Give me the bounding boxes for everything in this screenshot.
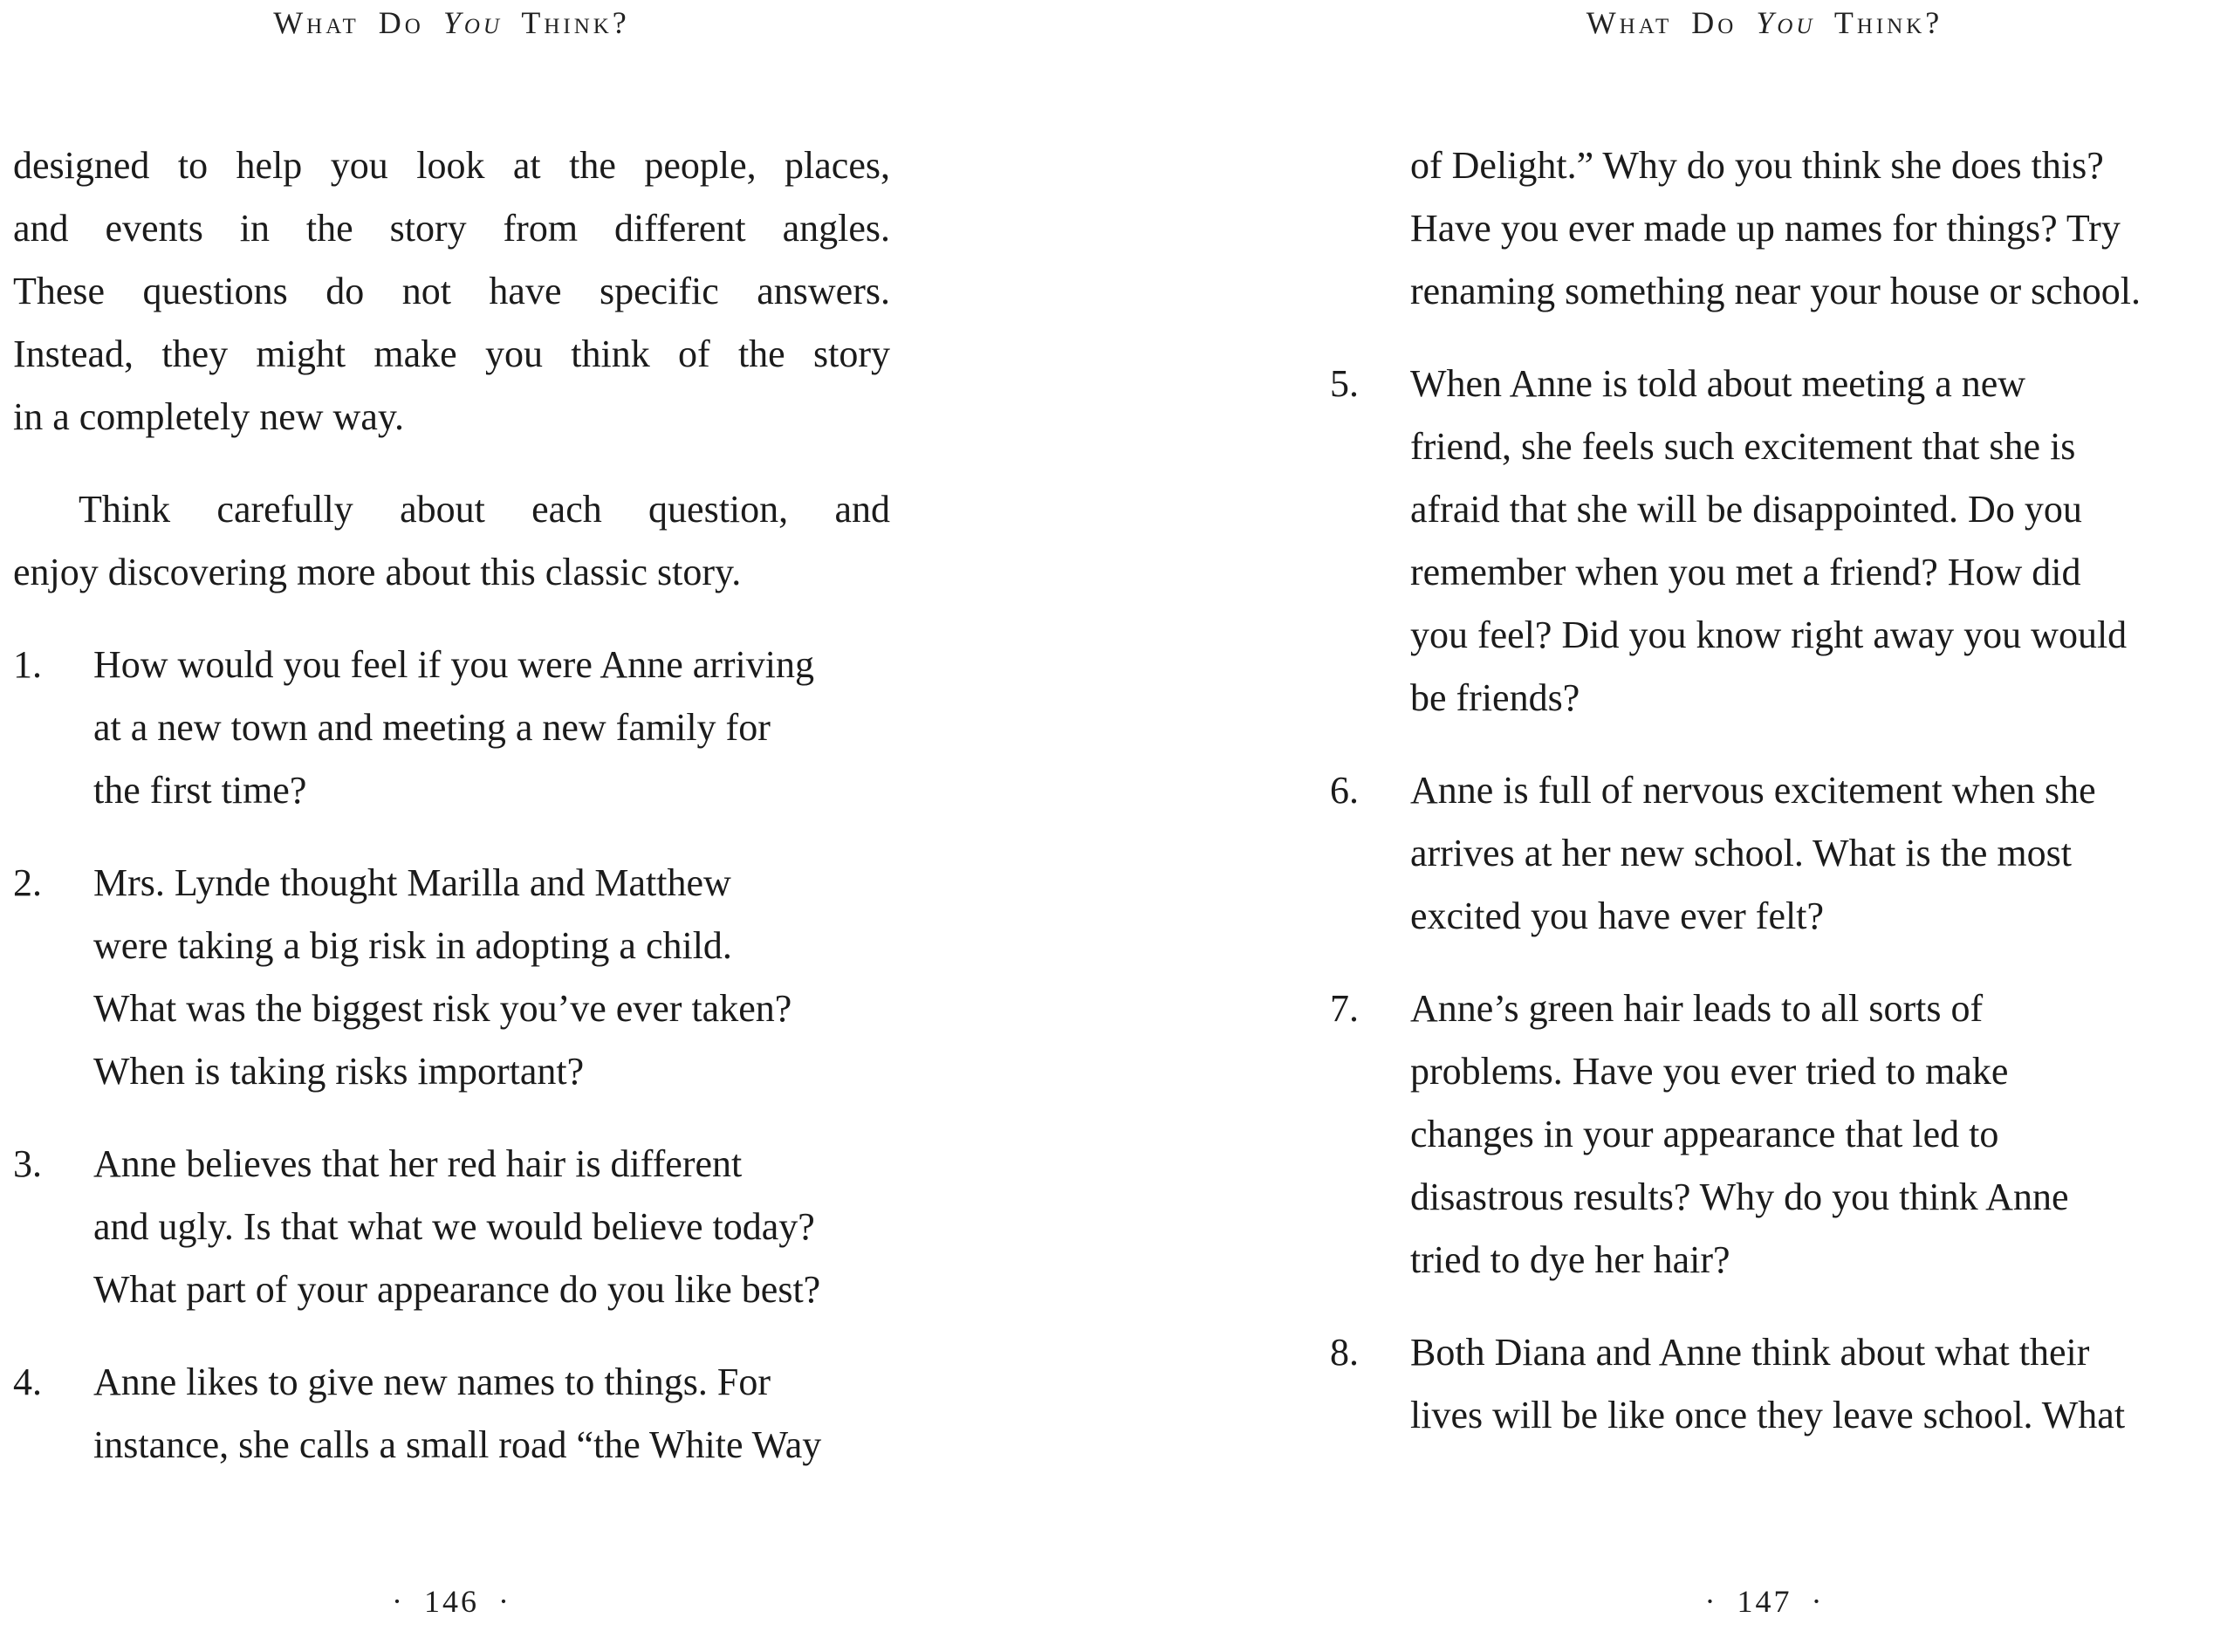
text-line: you feel? Did you know right away you would <box>1410 614 2128 656</box>
question-item-3 <box>13 1133 890 1321</box>
header-text: What Do <box>273 5 443 40</box>
item-number: 8. <box>1330 1331 1359 1374</box>
text-line: Both Diana and Anne think about what their <box>1410 1331 2090 1374</box>
item-number: 2. <box>13 861 42 904</box>
text-line: How would you feel if you were Anne arriving <box>93 643 815 686</box>
text-line: designed to help you look at the people, places, <box>13 144 890 187</box>
think-carefully-paragraph <box>13 478 890 604</box>
question-item-7 <box>1330 977 2199 1292</box>
intro-paragraph <box>13 134 890 449</box>
text-line: problems. Have you ever tried to make <box>1410 1050 2009 1093</box>
item-number: 6. <box>1330 769 1359 812</box>
page-146 <box>13 0 890 1652</box>
text-line: changes in your appearance that led to <box>1410 1113 1999 1155</box>
item-number: 4. <box>13 1361 42 1403</box>
text-line: were taking a big risk in adopting a child. <box>93 924 732 967</box>
text-line: and events in the story from different angles. <box>13 207 890 250</box>
text-line: in a completely new way. <box>13 395 404 438</box>
text-line: remember when you met a friend? How did <box>1410 551 2081 593</box>
text-line: When Anne is told about meeting a new <box>1410 362 2026 405</box>
header-text: What Do <box>1586 5 1757 40</box>
page-number-147: · 147 · <box>1704 1584 1825 1619</box>
header-emphasis: You <box>442 5 503 40</box>
item-number: 3. <box>13 1142 42 1185</box>
item-number: 7. <box>1330 987 1359 1030</box>
question-item-5 <box>1330 353 2199 730</box>
text-line: the first time? <box>93 769 307 812</box>
text-line: disastrous results? Why do you think Anne <box>1410 1176 2069 1218</box>
text-line: Anne’s green hair leads to all sorts of <box>1410 987 1984 1030</box>
text-line: arrives at her new school. What is the most <box>1410 832 2072 874</box>
text-line: Anne believes that her red hair is different <box>93 1142 743 1185</box>
text-line: excited you have ever felt? <box>1410 895 1824 937</box>
text-line: renaming something near your house or school. <box>1410 270 2141 312</box>
page-number-146: · 146 · <box>392 1584 511 1619</box>
text-line: be friends? <box>1410 676 1580 719</box>
item-number: 5. <box>1330 362 1359 405</box>
question-item-4 <box>13 1351 890 1477</box>
text-line: enjoy discovering more about this classic story. <box>13 551 742 593</box>
text-line: What part of your appearance do you like best? <box>93 1268 821 1311</box>
text-line: Mrs. Lynde thought Marilla and Matthew <box>93 861 731 904</box>
header-text: Think? <box>502 5 630 40</box>
text-line: Anne is full of nervous excitement when she <box>1410 769 2096 812</box>
text-line: instance, she calls a small road “the White Way <box>93 1423 822 1466</box>
text-line: What was the biggest risk you’ve ever taken? <box>93 987 792 1030</box>
running-header-right <box>1330 3 2199 42</box>
header-emphasis: You <box>1756 5 1816 40</box>
running-header-left <box>13 3 890 42</box>
text-line: Have you ever made up names for things? Try <box>1410 207 2121 250</box>
item-number: 1. <box>13 643 42 686</box>
text-line: afraid that she will be disappointed. Do you <box>1410 488 2082 531</box>
text-line: and ugly. Is that what we would believe today? <box>93 1205 815 1248</box>
text-line: Anne likes to give new names to things. For <box>93 1361 771 1403</box>
text-line: These questions do not have specific answers. <box>13 270 890 312</box>
continuation-paragraph <box>1330 134 2199 323</box>
left-text-column <box>13 134 890 1477</box>
right-text-column <box>1330 134 2199 1447</box>
question-item-2 <box>13 852 890 1103</box>
text-line: lives will be like once they leave school. What <box>1410 1394 2126 1436</box>
header-text: Think? <box>1815 5 1943 40</box>
text-line: Instead, they might make you think of the story <box>13 332 890 375</box>
text-line: When is taking risks important? <box>93 1050 585 1093</box>
page-147 <box>1330 0 2199 1652</box>
text-line: of Delight.” Why do you think she does this? <box>1410 144 2104 187</box>
question-item-8 <box>1330 1321 2199 1447</box>
question-item-1 <box>13 634 890 822</box>
text-line: tried to dye her hair? <box>1410 1238 1730 1281</box>
text-line: Think carefully about each question, and <box>79 488 890 531</box>
text-line: at a new town and meeting a new family for <box>93 706 771 749</box>
text-line: friend, she feels such excitement that she is <box>1410 425 2076 468</box>
question-item-6 <box>1330 759 2199 948</box>
